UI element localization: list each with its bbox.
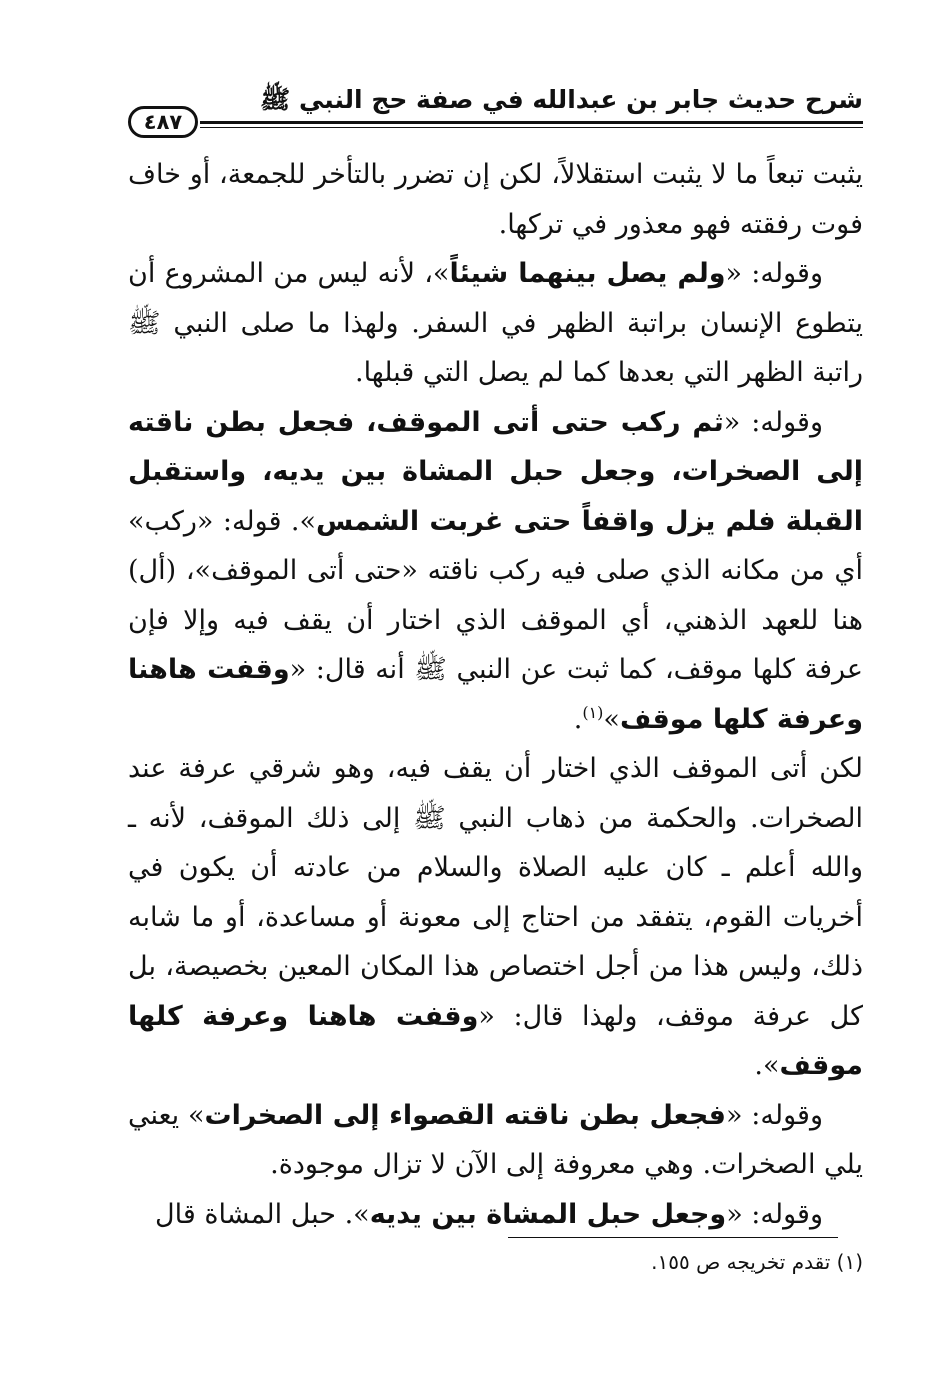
text-run: يثبت تبعاً ما لا يثبت استقلالاً، لكن إن تضرر بالتأخر للجمعة، أو خاف فوت رفقته فهو معذور في تركها. [128,159,863,240]
footnote-text: تقدم تخريجه ص ١٥٥. [651,1250,831,1274]
header-rule-thin [200,127,863,128]
body-paragraph [128,1190,863,1240]
footnote-marker: (١) [836,1250,863,1274]
body-paragraph [128,744,863,1091]
body-paragraph [128,398,863,745]
hadith-quote: ولم يصل بينهما شيئاً [449,258,726,289]
body-text [128,150,863,1239]
footnote-rule [508,1237,838,1238]
text-run: وقوله: « [725,258,823,289]
hadith-quote: ثم ركب حتى أتى الموقف، فجعل بطن ناقته إلى الصخرات، وجعل حبل المشاة بين يديه، واستقبل القبلة فلم يزل واقفاً حتى غربت الشمس [128,406,863,537]
text-run: »، لأنه ليس من المشروع أن يتطوع الإنسان براتبة الظهر في السفر. ولهذا ما صلى النبي ﷺ راتبة الظهر التي بعدها كما لم يصل التي قبلها. [128,258,863,388]
text-run: لكن أتى الموقف الذي اختار أن يقف فيه، وهو شرقي عرفة عند الصخرات. والحكمة من ذهاب النبي ﷺ إلى ذلك الموقف، لأنه ـ والله أعلم ـ كان عليه الصلاة والسلام من عادته أن يكون في أخريات القوم، يتفقد من احتاج إلى معونة أو مساعدة، أو ما شابه ذلك، وليس هذا من أجل اختصاص هذا المكان المعين بخصيصة، بل كل عرفة موقف، ولهذا قال: « [128,753,863,1032]
footnote [651,1250,863,1274]
hadith-quote: وقفت هاهنا وعرفة كلها موقف [128,654,863,735]
text-run: . [573,703,583,735]
text-run: ». قوله: «ركب» أي من مكانه الذي صلى فيه ركب ناقته «حتى أتى الموقف»، (أل) هنا للعهد الذهني، أي الموقف الذي اختار أن يقف فيه وإلا فإن عرفة كلها موقف، كما ثبت عن النبي ﷺ أنه قال: « [128,505,863,685]
text-run: » [603,703,620,735]
page-number-badge: ٤٨٧ [128,106,198,138]
header-rule [200,121,863,124]
text-run: ». [754,1050,780,1081]
body-paragraph [128,150,863,249]
hadith-quote: وقفت هاهنا وعرفة كلها موقف [128,1000,863,1081]
text-run: وقوله: « [723,406,824,438]
running-header-title: شرح حديث جابر بن عبدالله في صفة حج النبي ﷺ [260,85,863,114]
text-run: » يعني يلي الصخرات. وهي معروفة إلى الآن لا تزال موجودة. [128,1099,863,1180]
hadith-quote: فجعل بطن ناقته القصواء إلى الصخرات [204,1099,726,1131]
text-run: وقوله: « [725,1099,824,1131]
hadith-quote: وجعل حبل المشاة بين يديه [369,1198,727,1230]
text-run: ». حبل المشاة قال [155,1198,370,1230]
footnote-reference: (١) [582,702,604,722]
body-paragraph [128,1091,863,1190]
text-run: وقوله: « [726,1198,823,1230]
body-paragraph [128,249,863,398]
